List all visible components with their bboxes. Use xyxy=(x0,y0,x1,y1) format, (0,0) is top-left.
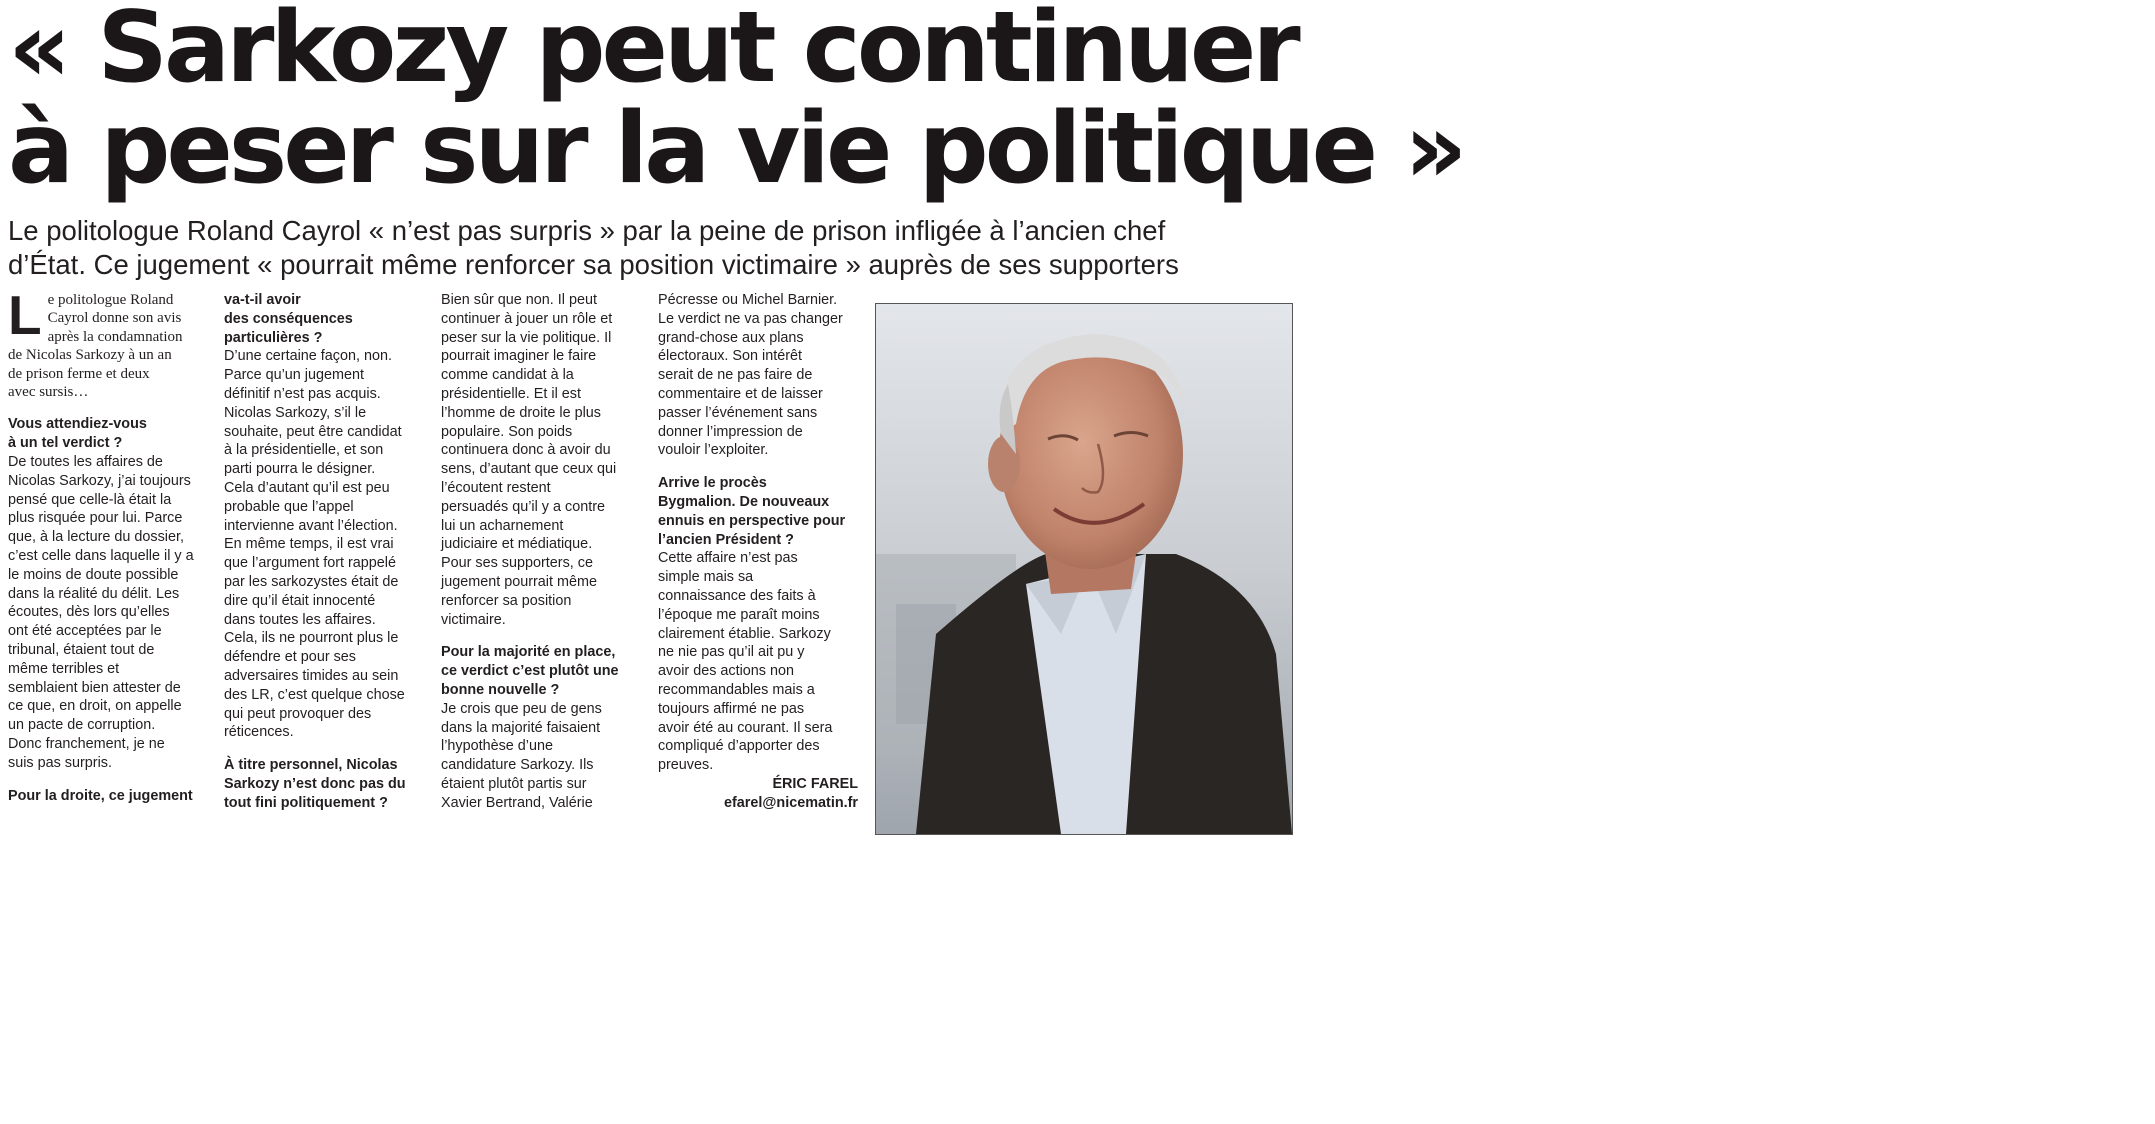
intro-line: après la condamnation xyxy=(47,328,183,345)
text-line: des LR, c’est quelque chose xyxy=(224,686,405,703)
text-line: continuera donc à avoir du xyxy=(441,442,611,459)
question-heading: Arrive le procès xyxy=(658,475,767,492)
text-line: peser sur la vie politique. Il xyxy=(441,329,612,346)
text-line: l’hypothèse d’une xyxy=(441,738,554,755)
text-line: serait de ne pas faire de xyxy=(658,367,813,384)
author-email[interactable]: efarel@nicematin.fr xyxy=(724,794,858,811)
answer-text xyxy=(8,453,208,773)
question-heading: Bygmalion. De nouveaux xyxy=(658,493,830,510)
question-heading: particulières ? xyxy=(224,329,323,346)
text-line: étaient plutôt partis sur xyxy=(441,775,587,792)
intro-line: de Nicolas Sarkozy à un an xyxy=(8,347,172,364)
text-line: probable que l’appel xyxy=(224,498,354,515)
drop-cap: L xyxy=(8,284,42,346)
text-line: vouloir l’exploiter. xyxy=(658,442,769,459)
text-line: renforcer sa position xyxy=(441,592,572,609)
article-column-3 xyxy=(441,291,641,813)
text-line: défendre et pour ses xyxy=(224,649,357,666)
text-line: toujours affirmé ne pas xyxy=(658,700,805,717)
author-name: ÉRIC FAREL xyxy=(772,775,858,792)
text-line: Je crois que peu de gens xyxy=(441,700,602,717)
text-line: dans la majorité faisaient xyxy=(441,719,601,736)
text-line: connaissance des faits à xyxy=(658,587,816,604)
text-line: l’écoutent restent xyxy=(441,479,551,496)
text-line: Pour ses supporters, ce xyxy=(441,555,593,572)
portrait-photo xyxy=(875,303,2155,1124)
question-heading: va-t-il avoir xyxy=(224,292,301,308)
text-line: Xavier Bertrand, Valérie xyxy=(441,794,593,811)
question-heading: Sarkozy n’est donc pas du xyxy=(224,775,406,792)
text-line: même terribles et xyxy=(8,660,120,677)
text-line: preuves. xyxy=(658,757,714,774)
text-line: compliqué d’apporter des xyxy=(658,738,820,755)
question-heading: l’ancien Président ? xyxy=(658,531,794,548)
question-heading: Pour la droite, ce jugement xyxy=(8,787,193,804)
question-heading: tout fini politiquement ? xyxy=(224,794,388,811)
question-heading: à un tel verdict ? xyxy=(8,435,123,452)
text-line: Cette affaire n’est pas xyxy=(658,550,798,567)
text-line: réticences. xyxy=(224,724,294,741)
text-line: que, à la lecture du dossier, xyxy=(8,529,184,546)
text-line: Cela, ils ne pourront plus le xyxy=(224,630,399,647)
question-heading: bonne nouvelle ? xyxy=(441,681,560,698)
intro-line: Cayrol donne son avis xyxy=(47,310,182,327)
text-line: grand-chose aux plans xyxy=(658,329,804,346)
answer-text xyxy=(441,291,641,629)
text-line: dans toutes les affaires. xyxy=(224,611,376,628)
text-line: Nicolas Sarkozy, j’ai toujours xyxy=(8,472,191,489)
text-line: plus risquée pour lui. Parce xyxy=(8,510,183,527)
text-line: passer l’événement sans xyxy=(658,404,818,421)
text-line: De toutes les affaires de xyxy=(8,454,163,471)
text-line: c’est celle dans laquelle il y a xyxy=(8,548,194,565)
question-heading: des conséquences xyxy=(224,310,353,327)
text-line: suis pas surpris. xyxy=(8,754,112,771)
standfirst-line-1: Le politologue Roland Cayrol « n’est pas surpris » par la peine de prison infligée à l’ancien chef xyxy=(8,215,1166,246)
article-column-1 xyxy=(8,284,208,805)
text-line: donner l’impression de xyxy=(658,423,803,440)
text-line: un pacte de corruption. xyxy=(8,717,156,734)
question-heading: ennuis en perspective pour xyxy=(658,512,846,529)
answer-text xyxy=(224,347,424,742)
text-line: dans la réalité du délit. Les xyxy=(8,585,180,602)
text-line: électoraux. Son intérêt xyxy=(658,348,802,365)
text-line: ce que, en droit, on appelle xyxy=(8,698,182,715)
text-line: l’époque me paraît moins xyxy=(658,606,820,623)
text-line: clairement établie. Sarkozy xyxy=(658,625,831,642)
intro-line: avec sursis… xyxy=(8,384,89,401)
text-line: Le verdict ne va pas changer xyxy=(658,310,843,327)
text-line: par les sarkozystes était de xyxy=(224,573,399,590)
text-line: qui peut provoquer des xyxy=(224,705,372,722)
question-heading: À titre personnel, Nicolas xyxy=(224,757,398,774)
text-line: adversaires timides au sein xyxy=(224,667,399,684)
answer-text xyxy=(658,549,858,775)
text-line: pourrait imaginer le faire xyxy=(441,348,597,365)
text-line: sens, d’autant que ceux qui xyxy=(441,461,617,478)
text-line: présidentielle. Et il est xyxy=(441,385,581,402)
text-line: simple mais sa xyxy=(658,569,754,586)
question-heading: ce verdict c’est plutôt une xyxy=(441,663,619,680)
text-line: parti pourra le désigner. xyxy=(224,461,376,478)
standfirst xyxy=(8,214,1298,282)
text-line: Nicolas Sarkozy, s’il le xyxy=(224,404,367,421)
text-line: Pécresse ou Michel Barnier. xyxy=(658,292,838,308)
text-line: souhaite, peut être candidat xyxy=(224,423,402,440)
text-line: pensé que celle-là était la xyxy=(8,491,172,508)
text-line: dire qu’il était innocenté xyxy=(224,592,376,609)
text-line: l’homme de droite le plus xyxy=(441,404,601,421)
intro-line: e politologue Roland xyxy=(47,292,174,308)
text-line: définitif n’est pas acquis. xyxy=(224,385,381,402)
photo-credit: (Photo doc Nice-Matin) xyxy=(2143,1006,2155,1124)
text-line: ne nie pas qu’il ait pu y xyxy=(658,644,805,661)
text-line: le moins de doute possible xyxy=(8,566,179,583)
headline-line-1: « Sarkozy peut continuer xyxy=(8,0,1297,105)
text-line: En même temps, il est vrai xyxy=(224,536,394,553)
text-line: victimaire. xyxy=(441,611,506,628)
question-heading: Vous attendiez-vous xyxy=(8,416,147,433)
text-line: populaire. Son poids xyxy=(441,423,573,440)
text-line: D’une certaine façon, non. xyxy=(224,348,393,365)
headline-line-2: à peser sur la vie politique » xyxy=(8,92,1464,206)
text-line: Bien sûr que non. Il peut xyxy=(441,292,598,308)
article-column-2 xyxy=(224,291,424,813)
text-line: que l’argument fort rappelé xyxy=(224,555,396,572)
answer-text xyxy=(658,291,858,460)
answer-text xyxy=(441,700,641,813)
text-line: semblaient bien attester de xyxy=(8,679,181,696)
text-line: Cela d’autant qu’il est peu xyxy=(224,479,390,496)
standfirst-line-2: d’État. Ce jugement « pourrait même renforcer sa position victimaire » auprès de ses supporters xyxy=(8,249,1179,280)
text-line: comme candidat à la xyxy=(441,367,574,384)
intro-line: de prison ferme et deux xyxy=(8,365,150,382)
question-heading: Pour la majorité en place, xyxy=(441,644,616,661)
text-line: recommandables mais a xyxy=(658,681,815,698)
text-line: ont été acceptées par le xyxy=(8,623,162,640)
text-line: avoir été au courant. Il sera xyxy=(658,719,833,736)
text-line: jugement pourrait même xyxy=(441,573,597,590)
text-line: judiciaire et médiatique. xyxy=(441,536,593,553)
text-line: commentaire et de laisser xyxy=(658,385,823,402)
text-line: écoutes, dès lors qu’elles xyxy=(8,604,170,621)
article-column-4 xyxy=(658,291,858,813)
text-line: à la présidentielle, et son xyxy=(224,442,384,459)
text-line: Donc franchement, je ne xyxy=(8,735,165,752)
text-line: persuadés qu’il y a contre xyxy=(441,498,605,515)
text-line: continuer à jouer un rôle et xyxy=(441,310,613,327)
text-line: tribunal, étaient tout de xyxy=(8,642,155,658)
headline xyxy=(8,0,1464,206)
text-line: lui un acharnement xyxy=(441,517,564,534)
portrait-illustration xyxy=(876,304,1292,834)
text-line: avoir des actions non xyxy=(658,663,794,680)
text-line: candidature Sarkozy. Ils xyxy=(441,757,594,774)
text-line: Parce qu’un jugement xyxy=(224,367,364,384)
text-line: intervienne avant l’élection. xyxy=(224,517,398,534)
